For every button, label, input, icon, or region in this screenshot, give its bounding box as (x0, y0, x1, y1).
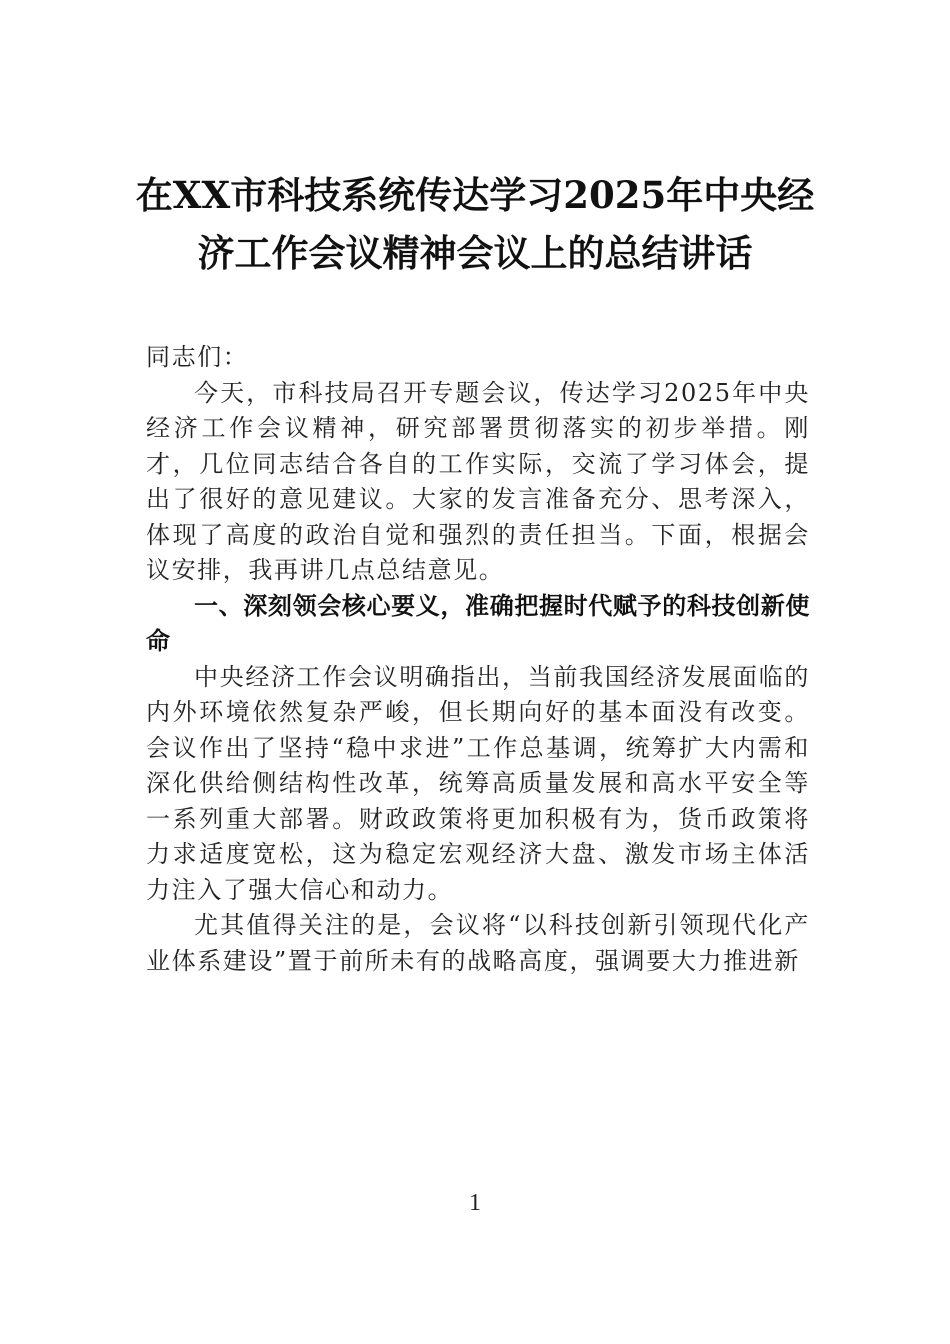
title-line-2: 济工作会议精神会议上的总结讲话 (197, 231, 753, 275)
paragraph-intro: 今天，市科技局召开专题会议，传达学习2025年中央经济工作会议精神，研究部署贯彻落实的初步举措。刚才，几位同志结合各自的工作实际，交流了学习体会，提出了很好的意见建议。大家的发言准备充分、思考深入，体现了高度的政治自觉和强烈的责任担当。下面，根据会议安排，我再讲几点总结意见。 (146, 378, 810, 584)
paragraph-conference-summary: 中央经济工作会议明确指出，当前我国经济发展面临的内外环境依然复杂严峻，但长期向好的基本面没有改变。会议作出了坚持“稳中求进”工作总基调，统筹扩大内需和深化供给侧结构性改革，统筹高质量发展和高水平安全等一系列重大部署。财政政策将更加积极有为，货币政策将力求适度宽松，这为稳定宏观经济大盘、激发市场主体活力注入了强大信心和动力。 (146, 662, 810, 904)
page-number: 1 (469, 1190, 481, 1216)
paragraph-tech-innovation: 尤其值得关注的是，会议将“以科技创新引领现代化产业体系建设”置于前所未有的战略高度，强调要大力推进新 (146, 911, 810, 975)
document-title (120, 166, 830, 282)
title-line-1: 在XX市科技系统传达学习2025年中央经 (135, 173, 815, 217)
section-heading-1: 一、深刻领会核心要义，准确把握时代赋予的科技创新使命 (146, 591, 810, 655)
document-body (146, 340, 810, 979)
salutation: 同志们： (146, 343, 249, 371)
